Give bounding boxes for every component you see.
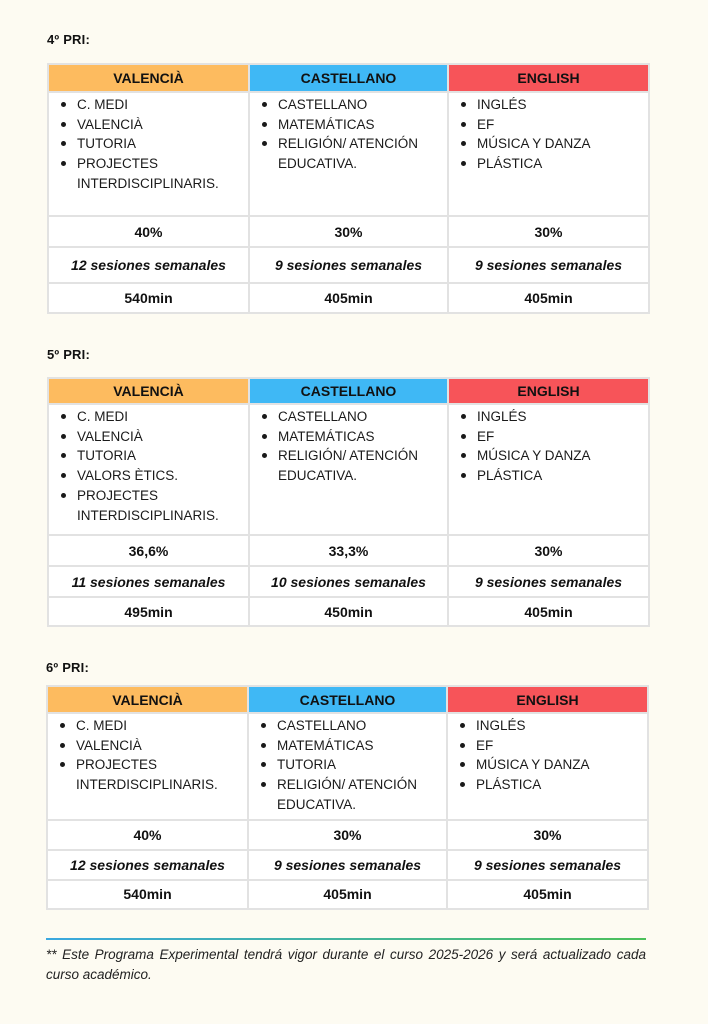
subject-item: CASTELLANO <box>254 407 443 427</box>
subject-item: PROJECTES INTERDISCIPLINARIS. <box>53 154 244 193</box>
subject-item: MÚSICA Y DANZA <box>453 446 644 466</box>
section-title: 5º PRI: <box>47 347 90 362</box>
subjects-row <box>48 404 649 535</box>
subject-item: PROJECTES INTERDISCIPLINARIS. <box>53 486 244 525</box>
minutes-row <box>48 597 649 626</box>
minutes-valencia: 495min <box>48 597 249 626</box>
subject-item: C. MEDI <box>53 407 244 427</box>
sessions-english: 9 sesiones semanales <box>448 247 649 283</box>
subject-item: MATEMÁTICAS <box>253 736 442 756</box>
subjects-castellano <box>249 404 448 535</box>
minutes-valencia: 540min <box>48 283 249 313</box>
subject-item: RELIGIÓN/ ATENCIÓN EDUCATIVA. <box>254 134 443 173</box>
subject-item: INGLÉS <box>452 716 643 736</box>
section-title: 4º PRI: <box>47 32 90 47</box>
header-row <box>48 64 649 92</box>
minutes-valencia: 540min <box>47 880 248 909</box>
section-title: 6º PRI: <box>46 660 89 675</box>
header-row <box>48 378 649 404</box>
sessions-english: 9 sesiones semanales <box>447 850 648 880</box>
percent-valencia: 40% <box>48 216 249 247</box>
header-valencia: VALENCIÀ <box>47 686 248 713</box>
sessions-castellano: 9 sesiones semanales <box>248 850 447 880</box>
subject-item: EF <box>452 736 643 756</box>
percent-valencia: 40% <box>47 820 248 850</box>
schedule-table <box>46 685 649 910</box>
subject-item: TUTORIA <box>53 134 244 154</box>
header-castellano: CASTELLANO <box>249 64 448 92</box>
minutes-castellano: 405min <box>248 880 447 909</box>
subject-item: VALENCIÀ <box>52 736 243 756</box>
minutes-row <box>47 880 648 909</box>
percent-castellano: 30% <box>249 216 448 247</box>
subject-item: TUTORIA <box>253 755 442 775</box>
subject-item: MATEMÁTICAS <box>254 115 443 135</box>
minutes-english: 405min <box>448 597 649 626</box>
sessions-english: 9 sesiones semanales <box>448 566 649 597</box>
header-castellano: CASTELLANO <box>249 378 448 404</box>
subjects-english <box>448 92 649 216</box>
header-row <box>47 686 648 713</box>
percent-row <box>48 216 649 247</box>
header-english: ENGLISH <box>448 378 649 404</box>
percent-english: 30% <box>448 216 649 247</box>
subject-item: PLÁSTICA <box>452 775 643 795</box>
header-castellano: CASTELLANO <box>248 686 447 713</box>
subject-item: VALENCIÀ <box>53 115 244 135</box>
subject-item: MÚSICA Y DANZA <box>453 134 644 154</box>
minutes-castellano: 450min <box>249 597 448 626</box>
subject-item: EF <box>453 427 644 447</box>
subjects-row <box>47 713 648 820</box>
subject-item: RELIGIÓN/ ATENCIÓN EDUCATIVA. <box>253 775 442 814</box>
subject-item: EF <box>453 115 644 135</box>
subjects-castellano <box>249 92 448 216</box>
subject-item: CASTELLANO <box>253 716 442 736</box>
subject-item: C. MEDI <box>52 716 243 736</box>
subject-item: CASTELLANO <box>254 95 443 115</box>
percent-english: 30% <box>447 820 648 850</box>
minutes-english: 405min <box>448 283 649 313</box>
sessions-castellano: 9 sesiones semanales <box>249 247 448 283</box>
percent-castellano: 33,3% <box>249 535 448 566</box>
footnote-divider <box>46 938 646 940</box>
sessions-row <box>48 566 649 597</box>
subjects-valencia <box>48 92 249 216</box>
subjects-castellano <box>248 713 447 820</box>
minutes-castellano: 405min <box>249 283 448 313</box>
sessions-row <box>48 247 649 283</box>
subject-item: RELIGIÓN/ ATENCIÓN EDUCATIVA. <box>254 446 443 485</box>
percent-valencia: 36,6% <box>48 535 249 566</box>
percent-row <box>48 535 649 566</box>
header-english: ENGLISH <box>448 64 649 92</box>
subjects-row <box>48 92 649 216</box>
sessions-valencia: 12 sesiones semanales <box>47 850 248 880</box>
subject-item: PLÁSTICA <box>453 154 644 174</box>
subject-item: TUTORIA <box>53 446 244 466</box>
footnote: ** Este Programa Experimental tendrá vigor durante el curso 2025-2026 y será actualizado cada curso académico. <box>46 947 646 982</box>
sessions-valencia: 12 sesiones semanales <box>48 247 249 283</box>
subjects-valencia <box>47 713 248 820</box>
subject-item: VALORS ÈTICS. <box>53 466 244 486</box>
sessions-castellano: 10 sesiones semanales <box>249 566 448 597</box>
subjects-valencia <box>48 404 249 535</box>
subject-item: PROJECTES INTERDISCIPLINARIS. <box>52 755 243 794</box>
subject-item: INGLÉS <box>453 407 644 427</box>
minutes-row <box>48 283 649 313</box>
minutes-english: 405min <box>447 880 648 909</box>
subjects-english <box>448 404 649 535</box>
header-valencia: VALENCIÀ <box>48 378 249 404</box>
schedule-table <box>47 63 650 314</box>
subject-item: MATEMÁTICAS <box>254 427 443 447</box>
percent-castellano: 30% <box>248 820 447 850</box>
sessions-valencia: 11 sesiones semanales <box>48 566 249 597</box>
subject-item: C. MEDI <box>53 95 244 115</box>
subject-item: VALENCIÀ <box>53 427 244 447</box>
subject-item: PLÁSTICA <box>453 466 644 486</box>
header-english: ENGLISH <box>447 686 648 713</box>
percent-row <box>47 820 648 850</box>
subject-item: INGLÉS <box>453 95 644 115</box>
header-valencia: VALENCIÀ <box>48 64 249 92</box>
sessions-row <box>47 850 648 880</box>
schedule-table <box>47 377 650 627</box>
subjects-english <box>447 713 648 820</box>
percent-english: 30% <box>448 535 649 566</box>
subject-item: MÚSICA Y DANZA <box>452 755 643 775</box>
